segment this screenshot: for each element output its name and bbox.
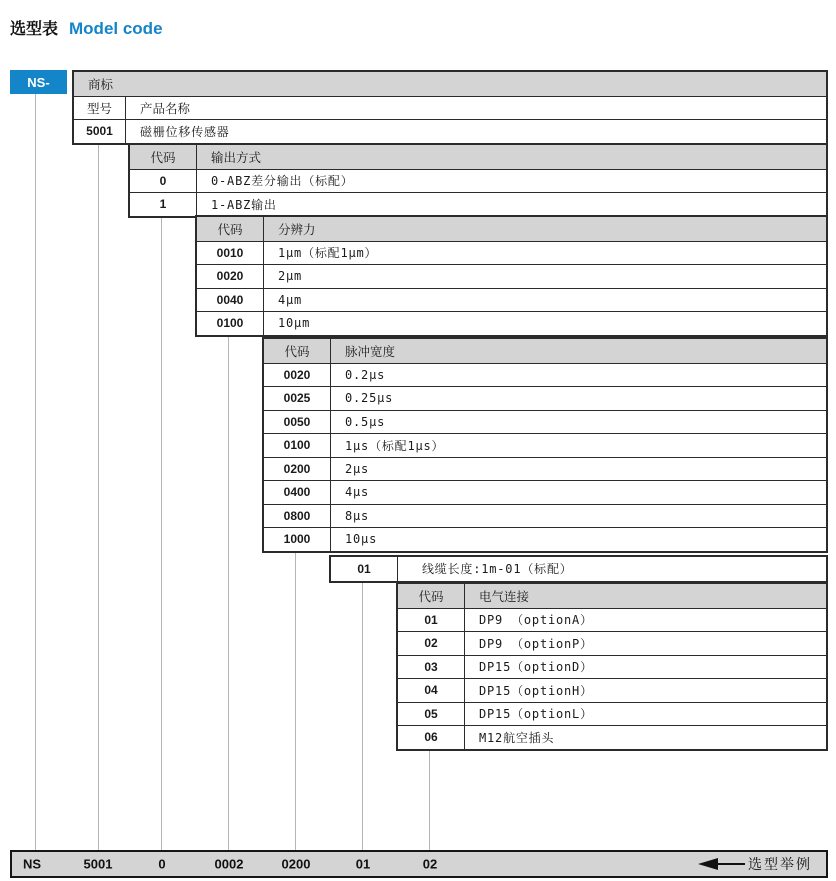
table-row <box>331 557 826 581</box>
resolution-table <box>195 215 828 337</box>
table-row <box>130 192 826 216</box>
code-cell: 05 <box>398 703 465 726</box>
code-cell: 0010 <box>197 242 264 265</box>
code-cell: 01 <box>398 609 465 632</box>
table-row <box>74 96 826 120</box>
brand-table <box>72 70 828 145</box>
page-title-en: Model code <box>69 19 163 38</box>
table-row <box>264 363 826 387</box>
pulse-width-header-row <box>264 339 826 363</box>
label-cell: 8μs <box>345 508 370 523</box>
label-cell: 4μs <box>345 485 370 500</box>
label-cell: M12航空插头 <box>479 730 555 745</box>
label-cell: 10μm <box>278 316 311 331</box>
label-cell: 4μm <box>278 292 303 307</box>
code-cell: 0 <box>130 170 197 193</box>
electrical-connection-table <box>396 582 828 751</box>
label-cell: DP9 （optionP） <box>479 636 593 651</box>
connector-line-electrical <box>429 749 430 850</box>
table-row <box>197 241 826 265</box>
pulse-width-table <box>262 337 828 553</box>
label-cell: DP15（optionL） <box>479 707 593 722</box>
example-row <box>10 850 828 878</box>
table-row <box>264 457 826 481</box>
code-cell: 0100 <box>197 312 264 335</box>
table-row <box>197 288 826 312</box>
code-column-header: 代码 <box>398 584 465 608</box>
cable-length-row <box>329 555 828 583</box>
table-row <box>398 702 826 726</box>
connector-line-resolution <box>228 336 229 850</box>
connector-line-cable-length <box>362 581 363 850</box>
code-cell: 01 <box>331 557 398 581</box>
table-row <box>398 725 826 749</box>
code-cell: 0200 <box>264 458 331 481</box>
connector-line-prefix <box>35 94 36 850</box>
code-cell: 06 <box>398 726 465 749</box>
label-cell: 0.5μs <box>345 414 386 429</box>
code-cell: 02 <box>398 632 465 655</box>
code-cell: 0100 <box>264 434 331 457</box>
table-row <box>398 631 826 655</box>
table-row <box>264 527 826 551</box>
connector-line-model <box>98 142 99 850</box>
code-cell: 1000 <box>264 528 331 551</box>
example-arrow <box>698 852 812 876</box>
table-row <box>264 410 826 434</box>
table-row <box>398 655 826 679</box>
label-cell: 0.2μs <box>345 367 386 382</box>
arrow-left-icon <box>698 858 718 870</box>
code-cell: 1 <box>130 193 197 216</box>
brand-header-row <box>74 72 826 96</box>
resolution-title: 分辨力 <box>278 222 316 237</box>
label-cell: 2μs <box>345 461 370 476</box>
electrical-title: 电气连接 <box>479 589 530 604</box>
label-cell: 1-ABZ输出 <box>211 197 277 212</box>
label-cell: 线缆长度:1m-01（标配） <box>422 562 573 577</box>
example-value-prefix: NS <box>22 856 42 872</box>
code-column-header: 代码 <box>197 217 264 241</box>
label-cell: DP15（optionD） <box>479 660 593 675</box>
code-column-header: 代码 <box>130 145 197 169</box>
example-value-electrical: 02 <box>422 856 438 872</box>
label-cell: 10μs <box>345 532 378 547</box>
connector-line-pulse-width <box>295 551 296 850</box>
label-cell: 1μs（标配1μs） <box>345 438 445 453</box>
product-name-cell: 磁栅位移传感器 <box>140 124 230 139</box>
label-cell: DP15（optionH） <box>479 683 593 698</box>
table-row <box>264 480 826 504</box>
output-mode-title: 输出方式 <box>211 150 262 165</box>
code-cell: 0040 <box>197 289 264 312</box>
product-column-header: 产品名称 <box>140 101 191 116</box>
table-row <box>197 311 826 335</box>
code-cell: 04 <box>398 679 465 702</box>
table-row <box>398 678 826 702</box>
arrow-shaft <box>718 863 745 866</box>
code-cell: 0020 <box>197 265 264 288</box>
label-cell: 0.25μs <box>345 391 394 406</box>
table-row <box>264 433 826 457</box>
output-mode-table <box>128 143 828 218</box>
example-note: 选型举例 <box>748 856 812 872</box>
table-row <box>264 386 826 410</box>
table-row <box>130 169 826 193</box>
table-row <box>197 264 826 288</box>
pulse-width-title: 脉冲宽度 <box>345 344 396 359</box>
table-row <box>398 608 826 632</box>
label-cell: 0-ABZ差分输出（标配） <box>211 174 354 189</box>
label-cell: 2μm <box>278 269 303 284</box>
model-column-header: 型号 <box>74 97 126 120</box>
table-row <box>264 504 826 528</box>
output-mode-header-row <box>130 145 826 169</box>
brand-header-cell: 商标 <box>88 77 114 92</box>
electrical-header-row <box>398 584 826 608</box>
page-title-zh: 选型表 <box>10 21 59 38</box>
example-value-output-mode: 0 <box>158 856 166 872</box>
code-cell: 03 <box>398 656 465 679</box>
example-value-cable: 01 <box>355 856 371 872</box>
table-row <box>74 119 826 143</box>
code-cell: 0025 <box>264 387 331 410</box>
page-title <box>10 16 163 39</box>
ns-prefix-cell: NS- <box>10 70 67 94</box>
code-cell: 0800 <box>264 505 331 528</box>
label-cell: DP9 （optionA） <box>479 613 593 628</box>
code-column-header: 代码 <box>264 339 331 363</box>
model-code-cell: 5001 <box>74 120 126 143</box>
code-cell: 0050 <box>264 411 331 434</box>
label-cell: 1μm（标配1μm） <box>278 246 378 261</box>
connector-line-output-mode <box>161 215 162 850</box>
code-cell: 0400 <box>264 481 331 504</box>
code-cell: 0020 <box>264 364 331 387</box>
example-value-resolution: 0002 <box>214 856 244 872</box>
example-value-model: 5001 <box>83 856 113 872</box>
example-value-pulse-width: 0200 <box>281 856 311 872</box>
resolution-header-row <box>197 217 826 241</box>
